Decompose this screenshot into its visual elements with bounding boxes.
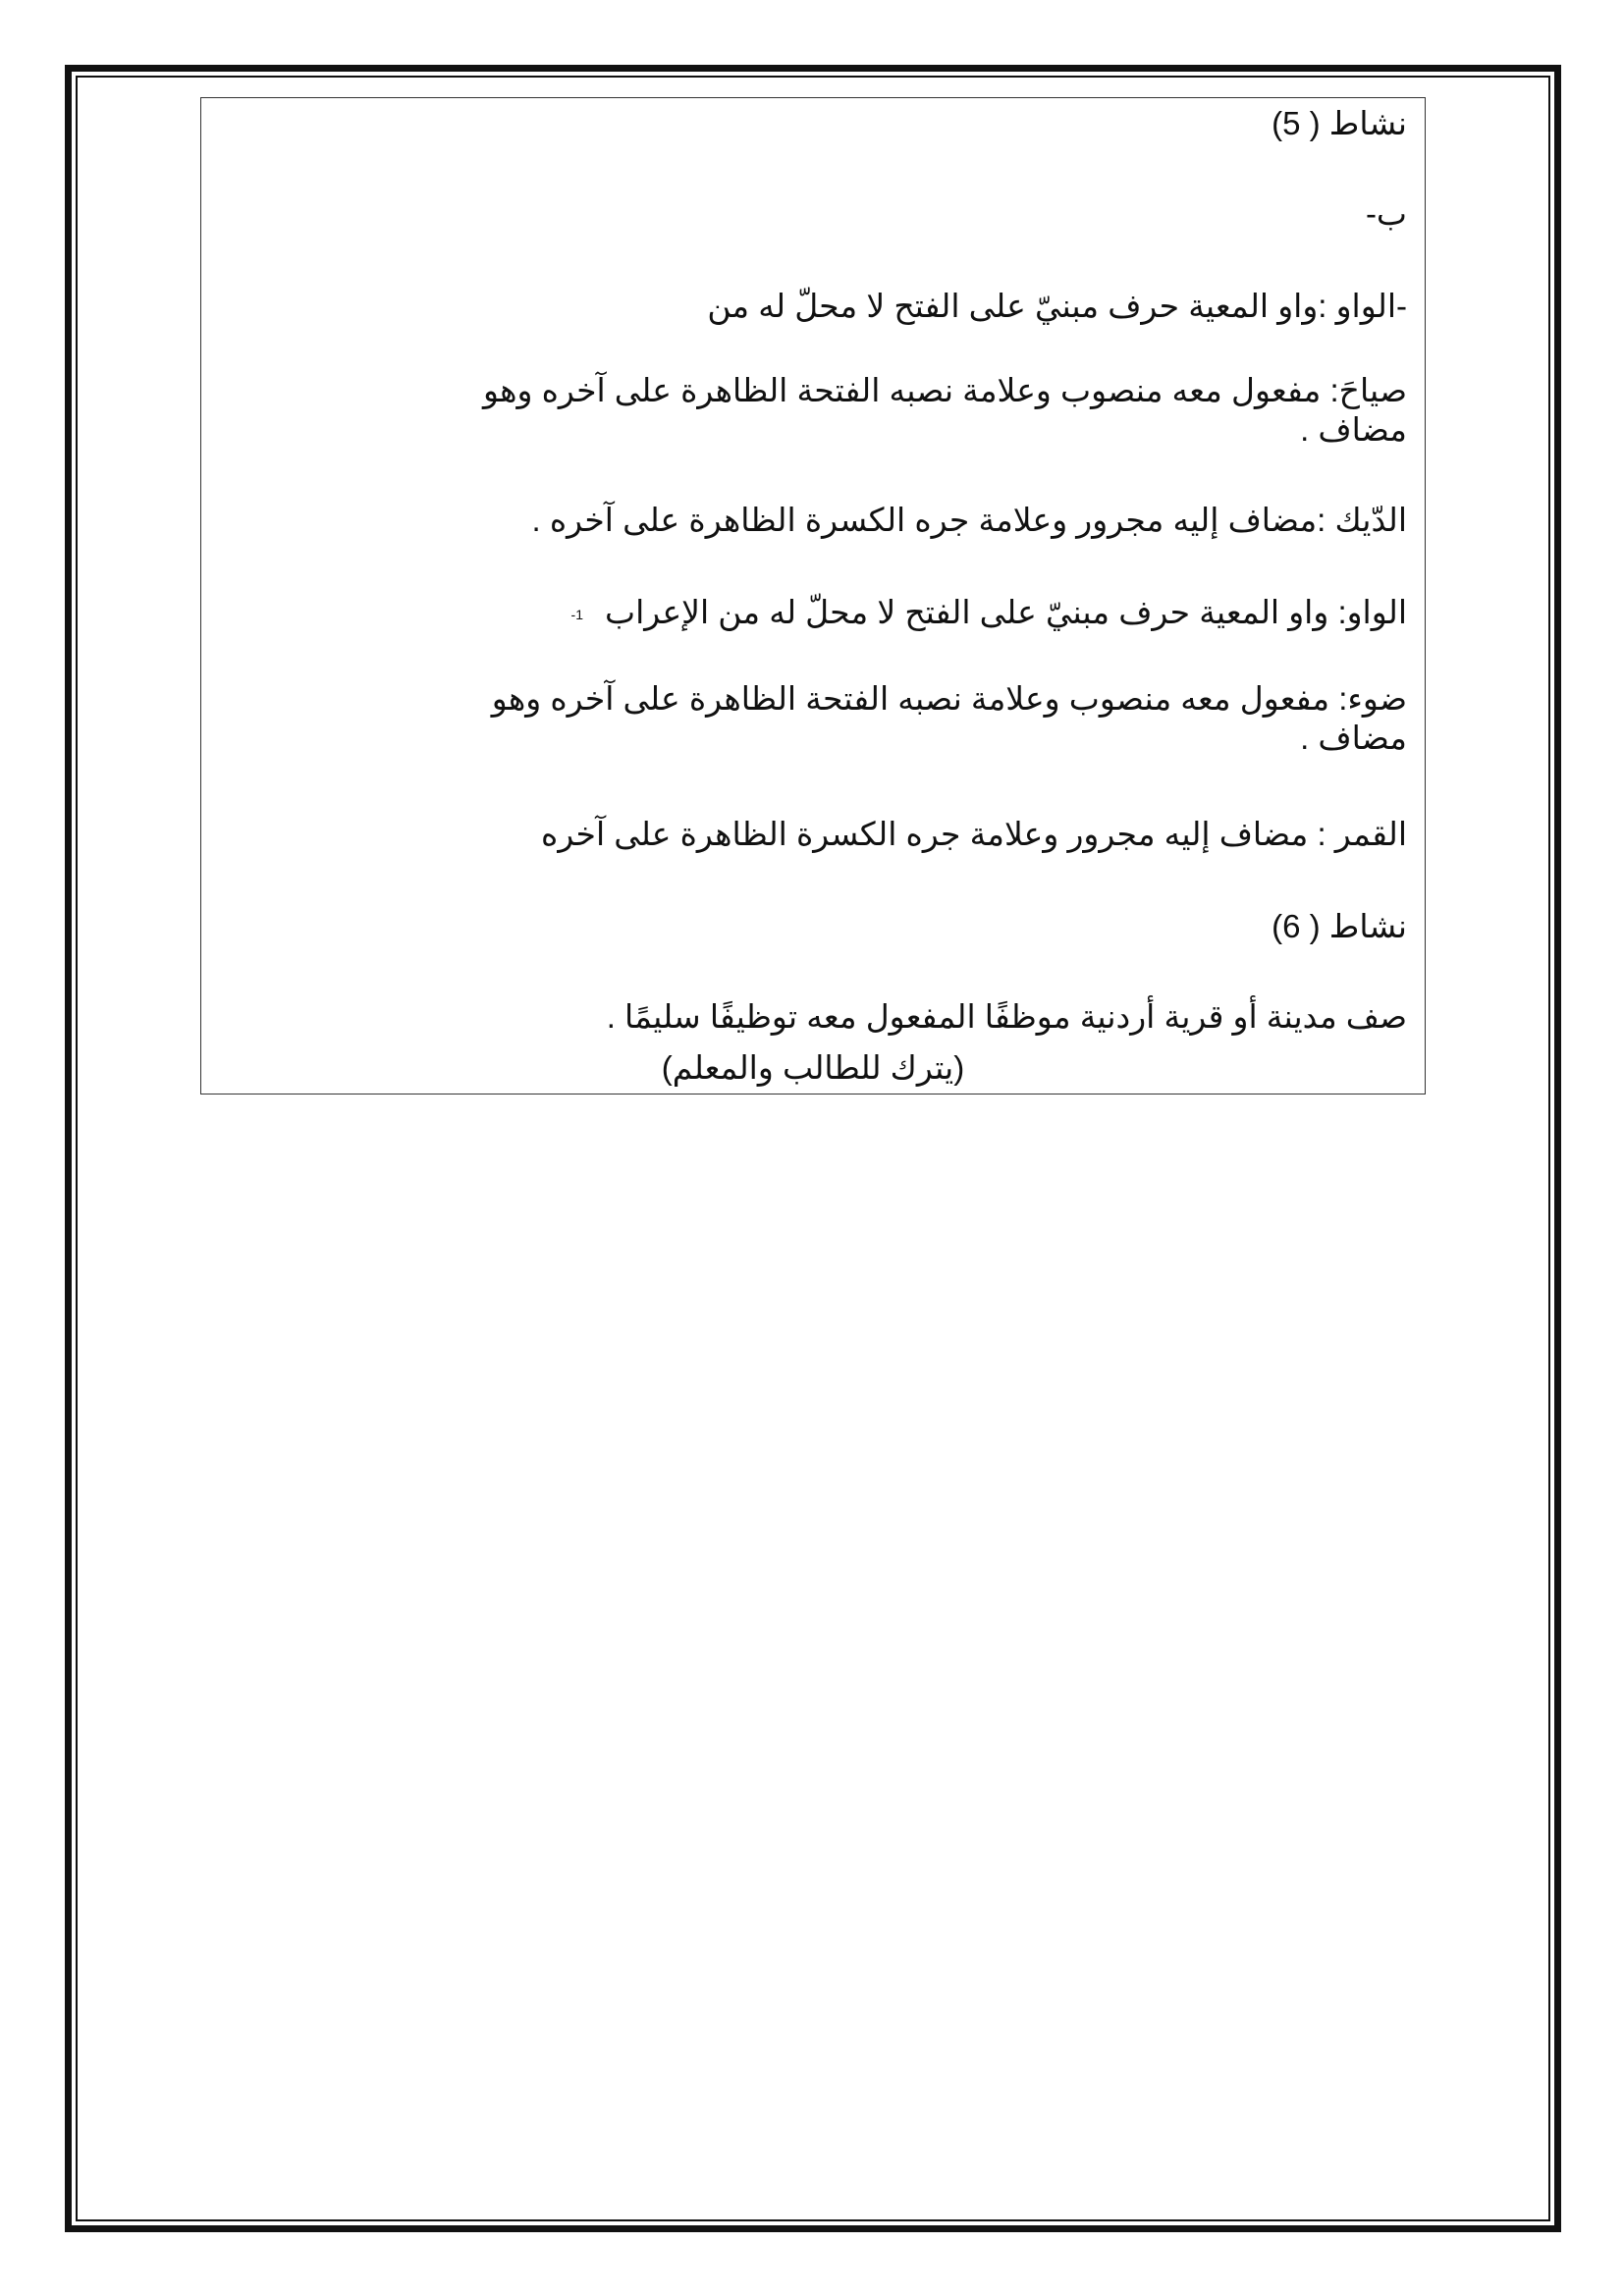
answer-box <box>200 97 1426 1095</box>
activity-5-title: نشاط ( 5) <box>1272 105 1407 141</box>
answer-line-2: صياحَ: مفعول معه منصوب وعلامة نصبه الفتحة الظاهرة على آخره وهو مضاف . <box>483 372 1407 448</box>
activity-6-note: (يترك للطالب والمعلم) <box>661 1049 965 1086</box>
answer-line-5: ضوء: مفعول معه منصوب وعلامة نصبه الفتحة الظاهرة على آخره وهو مضاف . <box>491 680 1407 756</box>
activity-6-title: نشاط ( 6) <box>1272 908 1407 944</box>
answer-line-4 <box>571 593 1407 634</box>
answer-line-4-number: 1- <box>570 607 584 623</box>
activity-6-prompt: صف مدينة أو قرية أردنية موظفًا المفعول معه توظيفًا سليمًا . <box>606 998 1407 1035</box>
answer-line-6: القمر : مضاف إليه مجرور وعلامة جره الكسرة الظاهرة على آخره <box>541 816 1407 852</box>
answer-line-3: الدّيك :مضاف إليه مجرور وعلامة جره الكسرة الظاهرة على آخره . <box>531 502 1407 538</box>
answer-line-4-text: الواو: واو المعية حرف مبنيّ على الفتح لا محلّ له من الإعراب <box>605 594 1407 630</box>
part-b-label: ب- <box>1365 195 1407 232</box>
answer-line-1: -الواو :واو المعية حرف مبنيّ على الفتح لا محلّ له من <box>707 288 1407 324</box>
